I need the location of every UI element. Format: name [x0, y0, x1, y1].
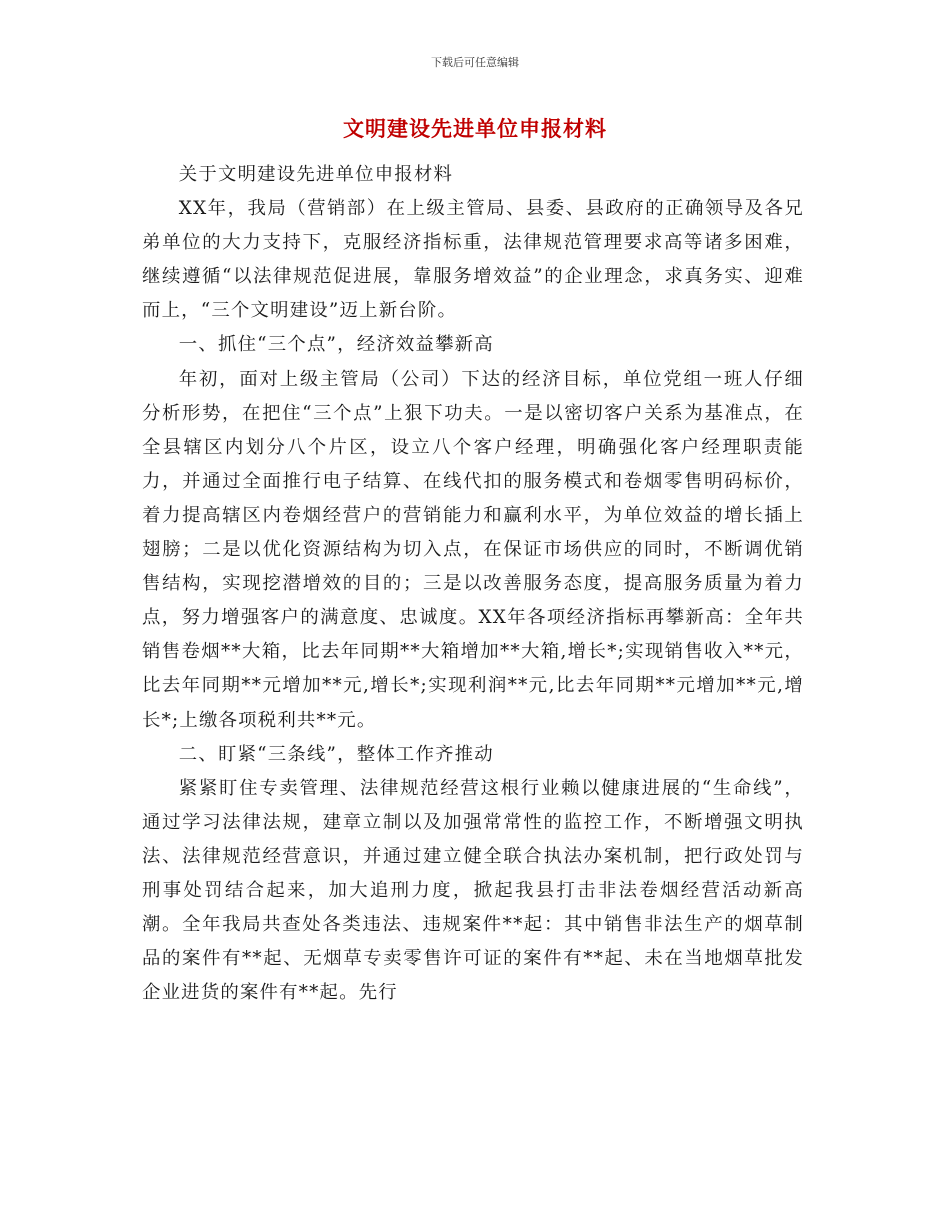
document-body — [142, 158, 804, 1010]
header-note: 下载后可任意编辑 — [431, 56, 519, 69]
paragraph-intro: XX年，我局（营销部）在上级主管局、县委、县政府的正确领导及各兄弟单位的大力支持下，克服经济指标重，法律规范管理要求高等诸多困难，继续遵循“以法律规范促进展，靠服务增效益”的企业理念，求真务实、迎难而上，“三个文明建设”迈上新台阶。 — [142, 198, 804, 322]
paragraph-subtitle: 关于文明建设先进单位申报材料 — [178, 164, 454, 185]
document-title: 文明建设先进单位申报材料 — [343, 116, 607, 141]
section-heading-1: 一、抓住“三个点”，经济效益攀新高 — [178, 334, 494, 356]
paragraph-section-2: 紧紧盯住专卖管理、法律规范经营这根行业赖以健康进展的“生命线”，通过学习法律法规，建章立制以及加强常常性的监控工作，不断增强文明执法、法律规范经营意识，并通过建立健全联合执法办案机制，把行政处罚与刑事处罚结合起来，加大追刑力度，掀起我县打击非法卷烟经营活动新高潮。全年我局共查处各类违法、违规案件**起：其中销售非法生产的烟草制品的案件有**起、无烟草专卖零售许可证的案件有**起、未在当地烟草批发企业进货的案件有**起。先行 — [142, 777, 804, 1004]
paragraph-section-1: 年初，面对上级主管局（公司）下达的经济目标，单位党组一班人仔细分析形势，在把住“三个点”上狠下功夫。一是以密切客户关系为基准点，在全县辖区内划分八个片区，设立八个客户经理，明确强化客户经理职责能力，并通过全面推行电子结算、在线代扣的服务模式和卷烟零售明码标价，着力提高辖区内卷烟经营户的营销能力和赢利水平，为单位效益的增长插上翅膀；二是以优化资源结构为切入点，在保证市场供应的同时，不断调优销售结构，实现挖潜增效的目的；三是以改善服务态度，提高服务质量为着力点，努力增强客户的满意度、忠诚度。XX年各项经济指标再攀新高：全年共销售卷烟**大箱，比去年同期**大箱增加**大箱,增长*;实现销售收入**元，比去年同期**元增加**元,增长*;实现利润**元,比去年同期**元增加**元,增长*;上缴各项税利共**元。 — [142, 368, 804, 731]
section-heading-2: 二、盯紧“三条线”，整体工作齐推动 — [178, 743, 494, 765]
